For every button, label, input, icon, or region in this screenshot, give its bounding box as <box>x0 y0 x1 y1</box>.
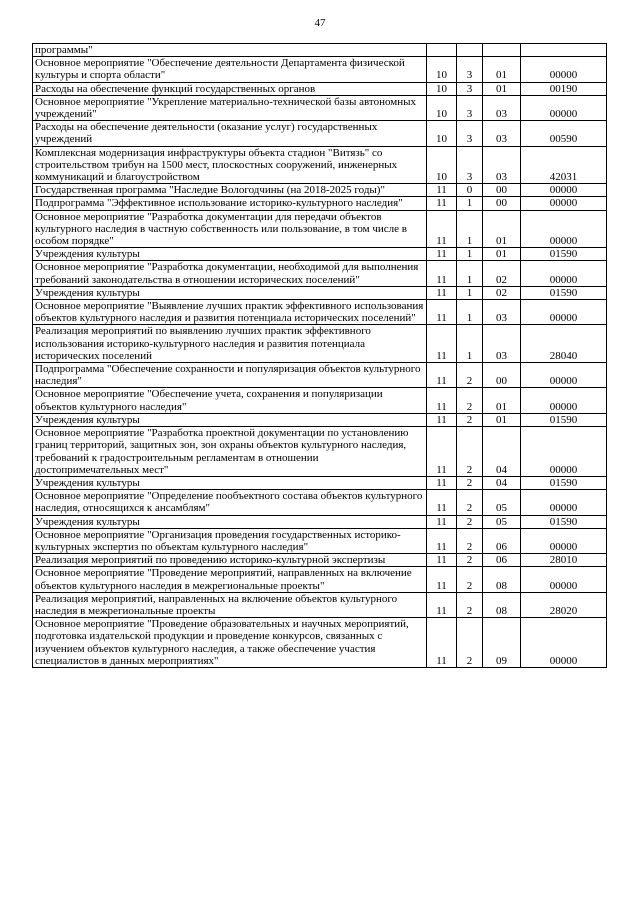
row-name-cell: Основное мероприятие "Разработка документации, необходимой для выполнения требований законодательства в отношении исторических поселений" <box>33 261 427 286</box>
subsection-code-cell: 1 <box>457 248 483 261</box>
table-row <box>33 515 607 528</box>
program-code-cell: 04 <box>483 476 521 489</box>
table-row <box>33 490 607 515</box>
table-row <box>33 261 607 286</box>
subsection-code-cell: 1 <box>457 197 483 210</box>
subsection-code-cell: 2 <box>457 427 483 477</box>
expense-code-cell: 00000 <box>521 567 607 592</box>
program-code-cell: 03 <box>483 300 521 325</box>
program-code-cell: 00 <box>483 184 521 197</box>
row-name-cell: Учреждения культуры <box>33 515 427 528</box>
table-row <box>33 618 607 668</box>
subsection-code-cell: 1 <box>457 210 483 248</box>
program-code-cell: 03 <box>483 95 521 120</box>
expense-code-cell: 01590 <box>521 515 607 528</box>
table-row <box>33 248 607 261</box>
expense-code-cell: 00000 <box>521 210 607 248</box>
row-name-cell: Основное мероприятие "Разработка проектной документации по установлению границ территорий, защитных зон, зон охраны объектов культурного наследия, требований к градостроительным регламентам в отношении достопримечательных мест" <box>33 427 427 477</box>
program-code-cell: 05 <box>483 490 521 515</box>
row-name-cell: Основное мероприятие "Организация проведения государственных историко-культурных экспертиз по объектам культурного наследия" <box>33 528 427 553</box>
expense-code-cell <box>521 44 607 57</box>
program-code-cell: 01 <box>483 413 521 426</box>
program-code-cell: 08 <box>483 567 521 592</box>
expense-code-cell: 00000 <box>521 261 607 286</box>
expense-code-cell: 00000 <box>521 95 607 120</box>
subsection-code-cell: 2 <box>457 567 483 592</box>
program-code-cell: 02 <box>483 286 521 299</box>
subsection-code-cell: 3 <box>457 121 483 146</box>
expense-code-cell: 28010 <box>521 554 607 567</box>
program-code-cell: 01 <box>483 57 521 82</box>
section-code-cell: 10 <box>427 82 457 95</box>
expense-code-cell: 01590 <box>521 476 607 489</box>
table-row <box>33 82 607 95</box>
section-code-cell: 11 <box>427 363 457 388</box>
table-row <box>33 476 607 489</box>
row-name-cell: Основное мероприятие "Проведение образовательных и научных мероприятий, подготовка издательской продукции и проведение конкурсов, связанных с изучением объектов культурного наследия, а также обеспечение участия специалистов в данных мероприятиях" <box>33 618 427 668</box>
table-row <box>33 286 607 299</box>
program-code-cell <box>483 44 521 57</box>
row-name-cell: Основное мероприятие "Выявление лучших практик эффективного использования объектов культурного наследия и развития потенциала исторических поселений" <box>33 300 427 325</box>
row-name-cell: Учреждения культуры <box>33 413 427 426</box>
subsection-code-cell: 1 <box>457 261 483 286</box>
table-row <box>33 184 607 197</box>
expense-code-cell: 00000 <box>521 427 607 477</box>
table-row <box>33 300 607 325</box>
program-code-cell: 06 <box>483 554 521 567</box>
section-code-cell: 11 <box>427 592 457 617</box>
program-code-cell: 00 <box>483 197 521 210</box>
table-row <box>33 427 607 477</box>
subsection-code-cell: 1 <box>457 300 483 325</box>
program-code-cell: 09 <box>483 618 521 668</box>
table-row <box>33 592 607 617</box>
expense-code-cell: 42031 <box>521 146 607 184</box>
section-code-cell: 11 <box>427 388 457 413</box>
subsection-code-cell: 2 <box>457 413 483 426</box>
section-code-cell: 11 <box>427 184 457 197</box>
expense-code-cell: 00190 <box>521 82 607 95</box>
table-row <box>33 210 607 248</box>
row-name-cell: Подпрограмма "Эффективное использование историко-культурного наследия" <box>33 197 427 210</box>
budget-classification-table <box>32 43 607 668</box>
program-code-cell: 02 <box>483 261 521 286</box>
table-row <box>33 363 607 388</box>
subsection-code-cell: 2 <box>457 618 483 668</box>
section-code-cell: 11 <box>427 248 457 261</box>
section-code-cell: 11 <box>427 197 457 210</box>
table-row <box>33 121 607 146</box>
subsection-code-cell: 3 <box>457 146 483 184</box>
section-code-cell: 11 <box>427 567 457 592</box>
table-row <box>33 95 607 120</box>
subsection-code-cell: 3 <box>457 82 483 95</box>
subsection-code-cell: 1 <box>457 325 483 363</box>
program-code-cell: 03 <box>483 325 521 363</box>
row-name-cell: Основное мероприятие "Проведение мероприятий, направленных на включение объектов культурного наследия в межрегиональные проекты" <box>33 567 427 592</box>
program-code-cell: 08 <box>483 592 521 617</box>
section-code-cell: 11 <box>427 528 457 553</box>
row-name-cell: Реализация мероприятий, направленных на включение объектов культурного наследия в межрегиональные проекты <box>33 592 427 617</box>
program-code-cell: 03 <box>483 146 521 184</box>
subsection-code-cell: 1 <box>457 286 483 299</box>
subsection-code-cell: 2 <box>457 490 483 515</box>
row-name-cell: Подпрограмма "Обеспечение сохранности и популяризация объектов культурного наследия" <box>33 363 427 388</box>
expense-code-cell: 00000 <box>521 528 607 553</box>
section-code-cell: 11 <box>427 325 457 363</box>
section-code-cell: 11 <box>427 427 457 477</box>
row-name-cell: Реализация мероприятий по проведению историко-культурной экспертизы <box>33 554 427 567</box>
program-code-cell: 04 <box>483 427 521 477</box>
section-code-cell <box>427 44 457 57</box>
expense-code-cell: 00000 <box>521 57 607 82</box>
program-code-cell: 01 <box>483 248 521 261</box>
table-row <box>33 567 607 592</box>
table-row <box>33 146 607 184</box>
row-name-cell: Учреждения культуры <box>33 248 427 261</box>
section-code-cell: 11 <box>427 210 457 248</box>
subsection-code-cell: 3 <box>457 95 483 120</box>
expense-code-cell: 00000 <box>521 490 607 515</box>
expense-code-cell: 00000 <box>521 300 607 325</box>
section-code-cell: 11 <box>427 476 457 489</box>
table-row <box>33 413 607 426</box>
subsection-code-cell: 3 <box>457 57 483 82</box>
expense-code-cell: 01590 <box>521 286 607 299</box>
table-row <box>33 44 607 57</box>
program-code-cell: 03 <box>483 121 521 146</box>
program-code-cell: 01 <box>483 210 521 248</box>
expense-code-cell: 01590 <box>521 248 607 261</box>
section-code-cell: 11 <box>427 300 457 325</box>
expense-code-cell: 00000 <box>521 363 607 388</box>
table-row <box>33 197 607 210</box>
section-code-cell: 11 <box>427 618 457 668</box>
table-row <box>33 388 607 413</box>
expense-code-cell: 00000 <box>521 184 607 197</box>
row-name-cell: Учреждения культуры <box>33 286 427 299</box>
section-code-cell: 11 <box>427 490 457 515</box>
table-row <box>33 325 607 363</box>
row-name-cell: Основное мероприятие "Обеспечение учета, сохранения и популяризации объектов культурного наследия" <box>33 388 427 413</box>
subsection-code-cell: 2 <box>457 515 483 528</box>
row-name-cell: Комплексная модернизация инфраструктуры объекта стадион "Витязь" со строительством трибун на 1500 мест, плоскостных сооружений, инженерных коммуникаций и благоустройством <box>33 146 427 184</box>
program-code-cell: 06 <box>483 528 521 553</box>
expense-code-cell: 00000 <box>521 618 607 668</box>
subsection-code-cell: 2 <box>457 554 483 567</box>
section-code-cell: 10 <box>427 146 457 184</box>
expense-code-cell: 28020 <box>521 592 607 617</box>
section-code-cell: 10 <box>427 57 457 82</box>
expense-code-cell: 01590 <box>521 413 607 426</box>
program-code-cell: 01 <box>483 82 521 95</box>
row-name-cell: Государственная программа "Наследие Вологодчины (на 2018-2025 годы)" <box>33 184 427 197</box>
row-name-cell: Расходы на обеспечение деятельности (оказание услуг) государственных учреждений <box>33 121 427 146</box>
expense-code-cell: 00000 <box>521 197 607 210</box>
row-name-cell: Учреждения культуры <box>33 476 427 489</box>
row-name-cell: Расходы на обеспечение функций государственных органов <box>33 82 427 95</box>
section-code-cell: 11 <box>427 413 457 426</box>
expense-code-cell: 00590 <box>521 121 607 146</box>
row-name-cell: Основное мероприятие "Обеспечение деятельности Департамента физической культуры и спорта области" <box>33 57 427 82</box>
subsection-code-cell: 2 <box>457 528 483 553</box>
row-name-cell: Реализация мероприятий по выявлению лучших практик эффективного использования историко-культурного наследия и развития потенциала исторических поселений <box>33 325 427 363</box>
section-code-cell: 10 <box>427 95 457 120</box>
row-name-cell: программы" <box>33 44 427 57</box>
subsection-code-cell: 2 <box>457 476 483 489</box>
row-name-cell: Основное мероприятие "Укрепление материально-технической базы автономных учреждений" <box>33 95 427 120</box>
expense-code-cell: 28040 <box>521 325 607 363</box>
section-code-cell: 11 <box>427 261 457 286</box>
section-code-cell: 11 <box>427 515 457 528</box>
row-name-cell: Основное мероприятие "Определение пообъектного состава объектов культурного наследия, относящихся к ансамблям" <box>33 490 427 515</box>
page-number: 47 <box>314 17 326 29</box>
subsection-code-cell: 2 <box>457 592 483 617</box>
section-code-cell: 11 <box>427 554 457 567</box>
section-code-cell: 11 <box>427 286 457 299</box>
program-code-cell: 01 <box>483 388 521 413</box>
expense-code-cell: 00000 <box>521 388 607 413</box>
program-code-cell: 00 <box>483 363 521 388</box>
row-name-cell: Основное мероприятие "Разработка документации для передачи объектов культурного наследия в частную собственность или пользование, в том числе в особом порядке" <box>33 210 427 248</box>
section-code-cell: 10 <box>427 121 457 146</box>
subsection-code-cell: 0 <box>457 184 483 197</box>
table-row <box>33 57 607 82</box>
table-row <box>33 528 607 553</box>
program-code-cell: 05 <box>483 515 521 528</box>
table-row <box>33 554 607 567</box>
subsection-code-cell: 2 <box>457 388 483 413</box>
subsection-code-cell: 2 <box>457 363 483 388</box>
subsection-code-cell <box>457 44 483 57</box>
